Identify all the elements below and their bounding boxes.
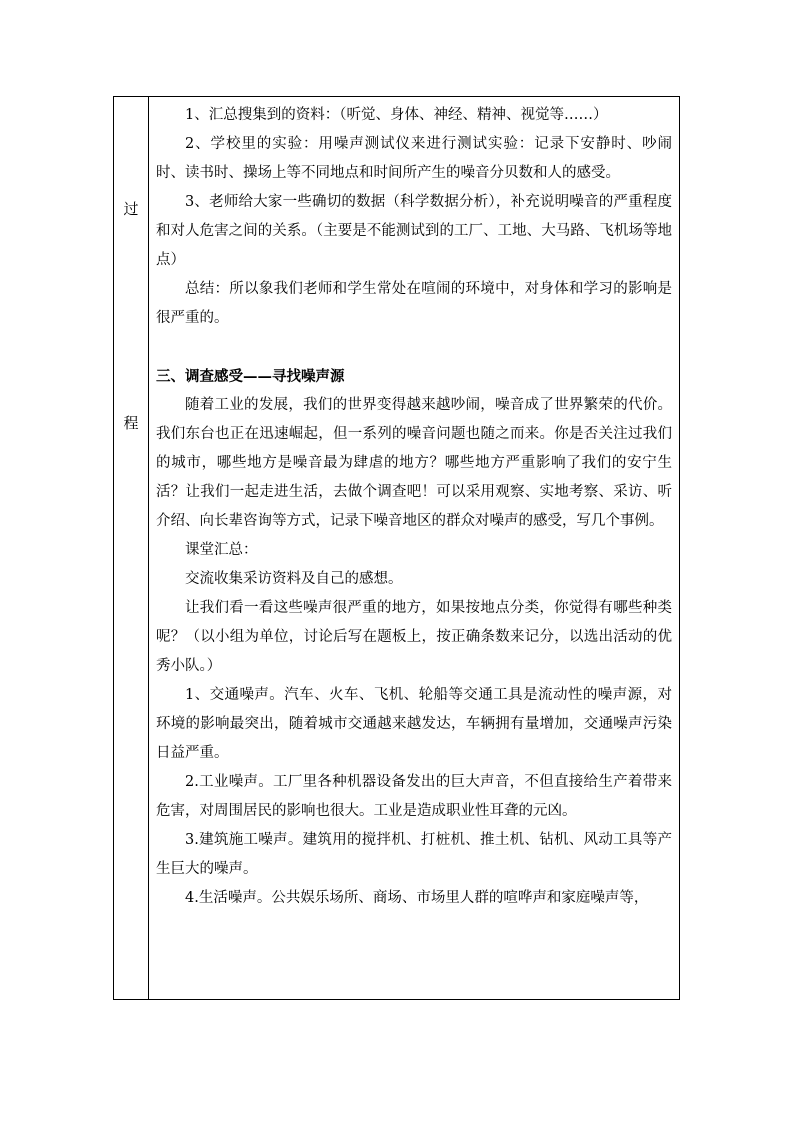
- paragraph-conclusion: 总结：所以象我们老师和学生常处在喧闹的环境中，对身体和学习的影响是很严重的。: [156, 281, 672, 326]
- paragraph-exchange: 交流收集采访资料及自己的感想。: [185, 571, 403, 587]
- side-label-column: [114, 97, 149, 999]
- side-label-top: 过: [123, 200, 139, 218]
- paragraph-investigation: 随着工业的发展，我们的世界变得越来越吵闹，噪音成了世界繁荣的代价。我们东台也正在迅速崛起，但一系列的噪音问题也随之而来。你是否关注过我们的城市，哪些地方是噪音最为肆虐的地方？哪些地方严重影响了我们的安宁生活？让我们一起走进生活，去做个调查吧！可以采用观察、实地考察、采访、听介绍、向长辈咨询等方式，记录下噪音地区的群众对噪声的感受，写几个事例。: [156, 397, 672, 529]
- section-heading: 三、调查感受——寻找噪声源: [156, 368, 345, 385]
- paragraph-class-summary-label: 课堂汇总：: [185, 542, 258, 558]
- paragraph-teacher-data: 3、老师给大家一些确切的数据（科学数据分析），补充说明噪音的严重程度和对人危害之间的关系。（主要是不能测试到的工厂、工地、大马路、飞机场等地点）: [156, 194, 672, 268]
- blank-line: [156, 333, 672, 362]
- paragraph-construction-noise: 3.建筑施工噪声。建筑用的搅拌机、打桩机、推土机、钻机、风动工具等产生巨大的噪声。: [156, 832, 672, 877]
- paragraph-school-experiment: 2、学校里的实验：用噪声测试仪来进行测试实验：记录下安静时、吵闹时、读书时、操场上等不同地点和时间所产生的噪音分贝数和人的感受。: [156, 136, 672, 181]
- paragraph-living-noise: 4.生活噪声。公共娱乐场所、商场、市场里人群的喧哗声和家庭噪声等，: [185, 890, 649, 906]
- paragraph-industrial-noise: 2.工业噪声。工厂里各种机器设备发出的巨大声音，不但直接给生产着带来危害，对周围居民的影响也很大。工业是造成职业性耳聋的元凶。: [156, 774, 672, 819]
- paragraph-traffic-noise: 1、交通噪声。汽车、火车、飞机、轮船等交通工具是流动性的噪声源，对环境的影响最突出，随着城市交通越来越发达，车辆拥有量增加，交通噪声污染日益严重。: [156, 687, 672, 761]
- content-cell: [148, 97, 679, 999]
- side-label-bottom: 程: [123, 414, 139, 432]
- paragraph-classification-question: 让我们看一看这些噪声很严重的地方，如果按地点分类，你觉得有哪些种类呢？（以小组为单位，讨论后写在题板上，按正确条数来记分，以选出活动的优秀小队。）: [156, 600, 672, 674]
- lesson-table: [113, 96, 680, 1000]
- paragraph-summary-materials: 1、汇总搜集到的资料：（听觉、身体、神经、精神、视觉等……）: [185, 107, 608, 123]
